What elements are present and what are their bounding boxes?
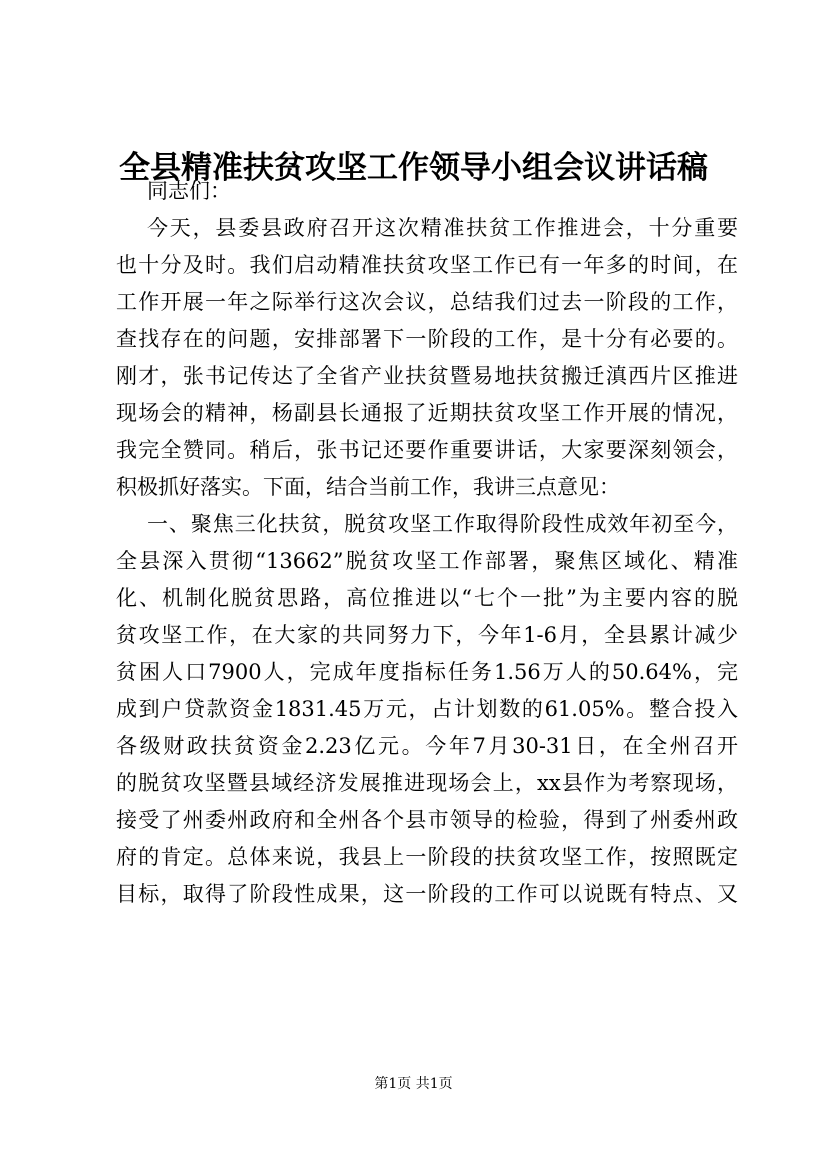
text-line: 化、机制化脱贫思路，高位推进以“七个一批”为主要内容的脱 xyxy=(116,586,738,610)
text-line: 各级财政扶贫资金2.23亿元。今年7月30-31日，在全州召开 xyxy=(116,734,738,758)
text-line: 查找存在的问题，安排部署下一阶段的工作，是十分有必要的。 xyxy=(116,327,738,351)
text-line: 今天，县委县政府召开这次精准扶贫工作推进会，十分重要 xyxy=(147,216,738,240)
text-line: 全县深入贯彻“13662”脱贫攻坚工作部署，聚焦区域化、精准 xyxy=(116,549,738,573)
text-line: 我完全赞同。稍后，张书记还要作重要讲话，大家要深刻领会， xyxy=(116,438,738,462)
text-line: 府的肯定。总体来说，我县上一阶段的扶贫攻坚工作，按照既定 xyxy=(116,845,738,869)
text-line: 积极抓好落实。下面，结合当前工作，我讲三点意见： xyxy=(116,475,620,499)
text-line: 接受了州委州政府和全州各个县市领导的检验，得到了州委州政 xyxy=(116,808,738,832)
section-heading-line: 一、聚焦三化扶贫，脱贫攻坚工作取得阶段性成效年初至今， xyxy=(147,512,738,536)
text-line: 目标，取得了阶段性成果，这一阶段的工作可以说既有特点、又 xyxy=(116,882,738,906)
text-line: 现场会的精神，杨副县长通报了近期扶贫攻坚工作开展的情况， xyxy=(116,401,738,425)
page-footer: 第1页 共1页 xyxy=(374,1076,453,1092)
text-line: 也十分及时。我们启动精准扶贫攻坚工作已有一年多的时间，在 xyxy=(116,253,738,277)
greeting-line: 同志们： xyxy=(147,179,231,203)
text-line: 的脱贫攻坚暨县域经济发展推进现场会上，xx县作为考察现场， xyxy=(116,771,738,795)
document-title: 全县精准扶贫攻坚工作领导小组会议讲话稿 xyxy=(119,150,708,186)
text-line: 工作开展一年之际举行这次会议，总结我们过去一阶段的工作， xyxy=(116,290,738,314)
text-line: 贫困人口7900人，完成年度指标任务1.56万人的50.64%，完 xyxy=(116,660,738,684)
text-line: 刚才，张书记传达了全省产业扶贫暨易地扶贫搬迁滇西片区推进 xyxy=(116,364,738,388)
text-line: 成到户贷款资金1831.45万元，占计划数的61.05%。整合投入 xyxy=(116,697,738,721)
text-line: 贫攻坚工作，在大家的共同努力下，今年1-6月，全县累计减少 xyxy=(116,623,738,647)
